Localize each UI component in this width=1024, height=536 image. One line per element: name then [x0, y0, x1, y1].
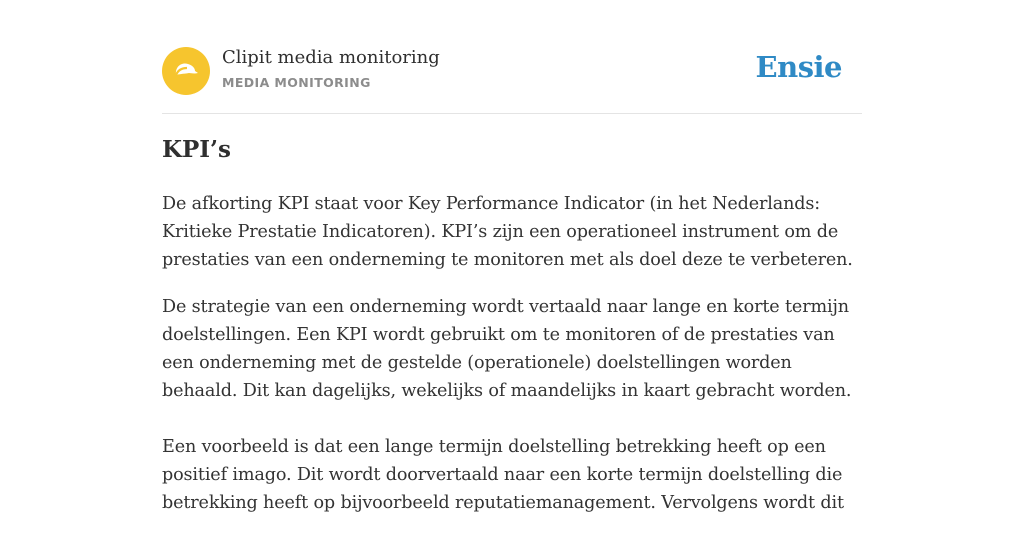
- header-divider: [162, 113, 862, 114]
- header: [162, 44, 862, 100]
- chat-bubble-icon[interactable]: [162, 47, 210, 95]
- paragraph-example: Een voorbeeld is dat een lange termijn doelstelling betrekking heeft op een positief imago. Dit wordt doorvertaald naar een korte termijn doelstelling die betrekking heeft op bijvoorbeeld reputatiemanagement. Vervolgens wordt dit: [162, 437, 844, 513]
- page: [162, 0, 862, 512]
- brand-name[interactable]: Clipit media monitoring: [222, 47, 440, 68]
- page-title: KPI’s: [162, 136, 231, 163]
- paragraph-intro: De afkorting KPI staat voor Key Performance Indicator (in het Nederlands: Kritieke Prestatie Indicatoren). KPI’s zijn een operationeel instrument om de prestaties van een onderneming te monitoren met als doel deze te verbeteren.: [162, 194, 853, 270]
- ensie-logo[interactable]: Ensie: [755, 50, 842, 84]
- paragraph-strategy: De strategie van een onderneming wordt vertaald naar lange en korte termijn doelstellingen. Een KPI wordt gebruikt om te monitoren of de prestaties van een onderneming met de gestelde (operationele) doelstellingen worden behaald. Dit kan dagelijks, wekelijks of maandelijks in kaart gebracht worden.: [162, 297, 852, 401]
- article-body: [162, 190, 862, 536]
- brand-subtitle: MEDIA MONITORING: [222, 75, 371, 90]
